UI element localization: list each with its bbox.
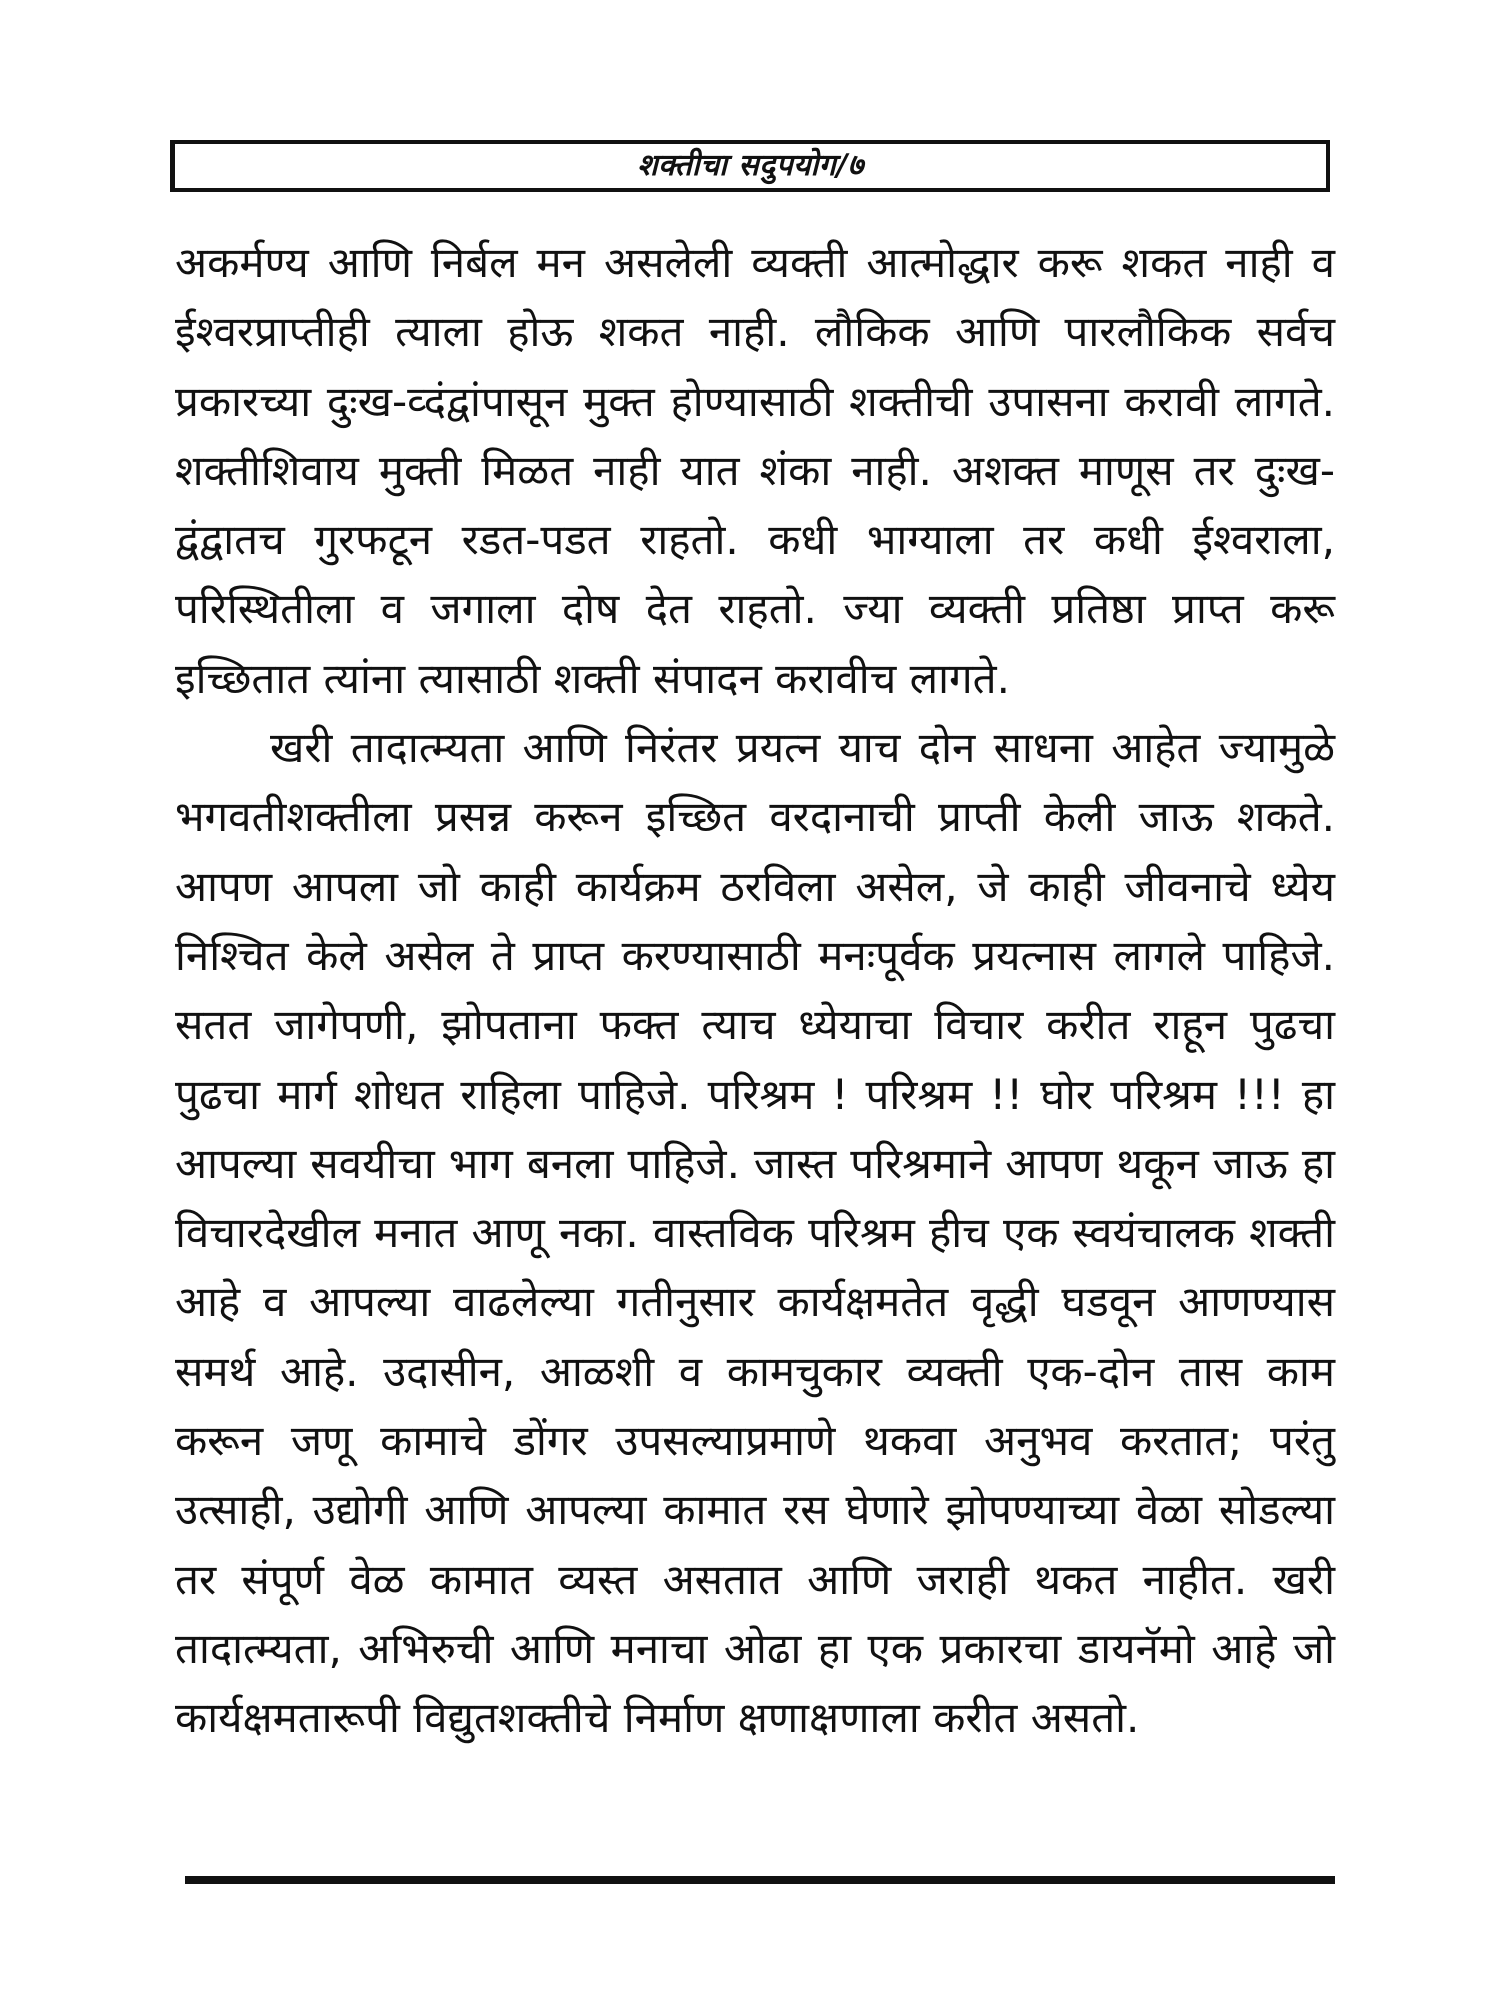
body-text <box>175 228 1335 1753</box>
running-header-title: शक्तीचा सदुपयोग/७ <box>637 148 864 183</box>
paragraph-2: खरी तादात्म्यता आणि निरंतर प्रयत्न याच दोन साधना आहेत ज्यामुळे भगवतीशक्तीला प्रसन्न करून इच्छित वरदानाची प्राप्ती केली जाऊ शकते. आपण आपला जो काही कार्यक्रम ठरविला असेल, जे काही जीवनाचे ध्येय निश्चित केले असेल ते प्राप्त करण्यासाठी मनःपूर्वक प्रयत्नास लागले पाहिजे. सतत जागेपणी, झोपताना फक्त त्याच ध्येयाचा विचार करीत राहून पुढचा पुढचा मार्ग शोधत राहिला पाहिजे. परिश्रम ! परिश्रम !! घोर परिश्रम !!! हा आपल्या सवयीचा भाग बनला पाहिजे. जास्त परिश्रमाने आपण थकून जाऊ हा विचारदेखील मनात आणू नका. वास्तविक परिश्रम हीच एक स्वयंचालक शक्ती आहे व आपल्या वाढलेल्या गतीनुसार कार्यक्षमतेत वृद्धी घडवून आणण्यास समर्थ आहे. उदासीन, आळशी व कामचुकार व्यक्ती एक-दोन तास काम करून जणू कामाचे डोंगर उपसल्याप्रमाणे थकवा अनुभव करतात; परंतु उत्साही, उद्योगी आणि आपल्या कामात रस घेणारे झोपण्याच्या वेळा सोडल्या तर संपूर्ण वेळ कामात व्यस्त असतात आणि जराही थकत नाहीत. खरी तादात्म्यता, अभिरुची आणि मनाचा ओढा हा एक प्रकारचा डायनॅमो आहे जो कार्यक्षमतारूपी विद्युतशक्तीचे निर्माण क्षणाक्षणाला करीत असतो. <box>175 723 1335 1743</box>
running-header-box <box>170 140 1330 192</box>
paragraph-1: अकर्मण्य आणि निर्बल मन असलेली व्यक्ती आत्मोद्धार करू शकत नाही व ईश्वरप्राप्तीही त्याला होऊ शकत नाही. लौकिक आणि पारलौकिक सर्वच प्रकारच्या दुःख-व्दंद्वांपासून मुक्त होण्यासाठी शक्तीची उपासना करावी लागते. शक्तीशिवाय मुक्ती मिळत नाही यात शंका नाही. अशक्त माणूस तर दुःख-द्वंद्वातच गुरफटून रडत-पडत राहतो. कधी भाग्याला तर कधी ईश्वराला, परिस्थितीला व जगाला दोष देत राहतो. ज्या व्यक्ती प्रतिष्ठा प्राप्त करू इच्छितात त्यांना त्यासाठी शक्ती संपादन करावीच लागते. <box>175 238 1335 703</box>
bottom-rule-divider <box>185 1876 1335 1884</box>
